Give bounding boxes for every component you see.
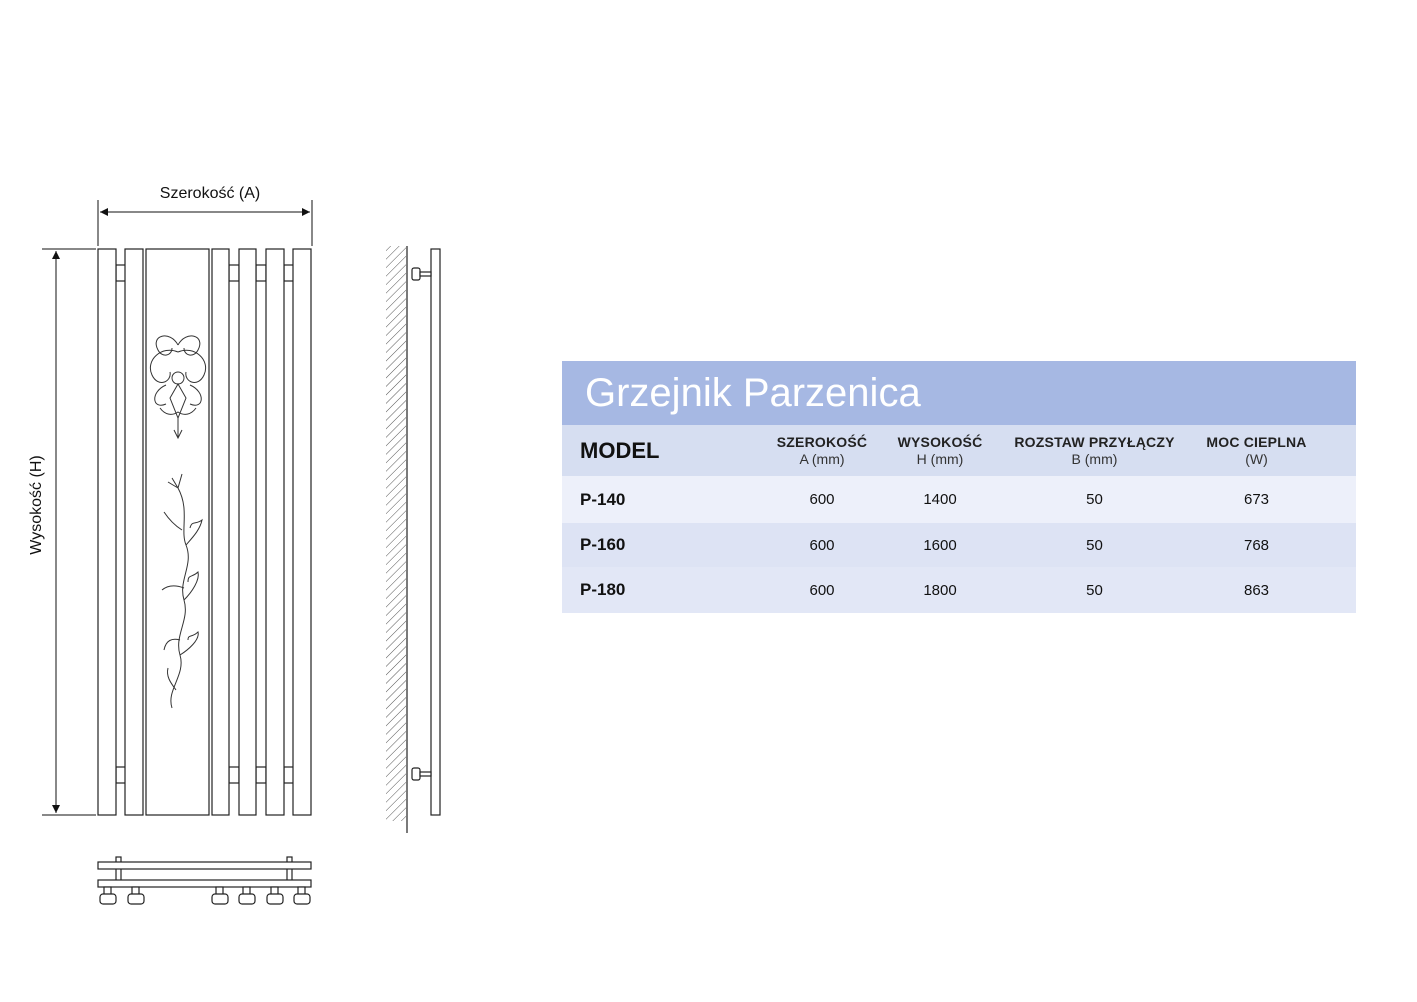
radiator-bar — [125, 249, 143, 815]
radiator-front-view — [98, 249, 311, 815]
header-power-title: MOC CIEPLNA — [1206, 434, 1307, 450]
header-model — [580, 425, 659, 476]
row-height: 1600 — [923, 536, 957, 554]
row-power: 768 — [1243, 536, 1270, 554]
radiator-side-view — [386, 246, 440, 833]
header-power — [1184, 425, 1329, 476]
row-power: 863 — [1243, 581, 1270, 599]
height-label: Wysokość (H) — [28, 455, 45, 555]
header-model-label: MODEL — [580, 437, 660, 463]
header-spacing — [1002, 425, 1187, 476]
table-title: Grzejnik Parzenica — [562, 361, 1356, 425]
table-row — [562, 523, 1356, 567]
wall-hatch — [386, 246, 406, 821]
header-power-unit: (W) — [1245, 451, 1268, 467]
header-height-unit: H (mm) — [916, 451, 964, 467]
header-spacing-title: ROZSTAW PRZYŁĄCZY — [1014, 434, 1175, 450]
row-spacing: 50 — [1086, 491, 1103, 508]
row-width: 600 — [809, 536, 835, 554]
table-row — [562, 567, 1356, 613]
row-power: 673 — [1243, 491, 1270, 508]
row-spacing: 50 — [1086, 536, 1103, 554]
row-model: P-140 — [580, 489, 626, 509]
radiator-bar — [212, 249, 229, 815]
height-dimension — [28, 249, 96, 815]
radiator-bar — [293, 249, 311, 815]
row-model: P-180 — [580, 580, 626, 599]
header-height — [880, 425, 1000, 476]
radiator-bar — [266, 249, 284, 815]
radiator-bar — [239, 249, 256, 815]
header-height-title: WYSOKOŚĆ — [897, 434, 983, 450]
width-dimension — [98, 185, 312, 246]
row-spacing: 50 — [1086, 581, 1103, 599]
header-width — [762, 425, 882, 476]
radiator-bottom-view — [98, 857, 311, 904]
radiator-bar — [98, 249, 116, 815]
header-spacing-unit: B (mm) — [1071, 451, 1118, 467]
row-height: 1800 — [923, 581, 957, 599]
row-model: P-160 — [580, 535, 626, 554]
row-width: 600 — [809, 581, 835, 599]
table-header-row — [562, 425, 1356, 476]
width-label: Szerokość (A) — [159, 185, 261, 202]
decor-panel — [146, 249, 209, 815]
row-height: 1400 — [923, 491, 957, 508]
row-width: 600 — [809, 491, 835, 508]
header-width-unit: A (mm) — [799, 451, 845, 467]
spec-table — [562, 361, 1356, 613]
table-row — [562, 476, 1356, 523]
header-width-title: SZEROKOŚĆ — [776, 434, 868, 450]
